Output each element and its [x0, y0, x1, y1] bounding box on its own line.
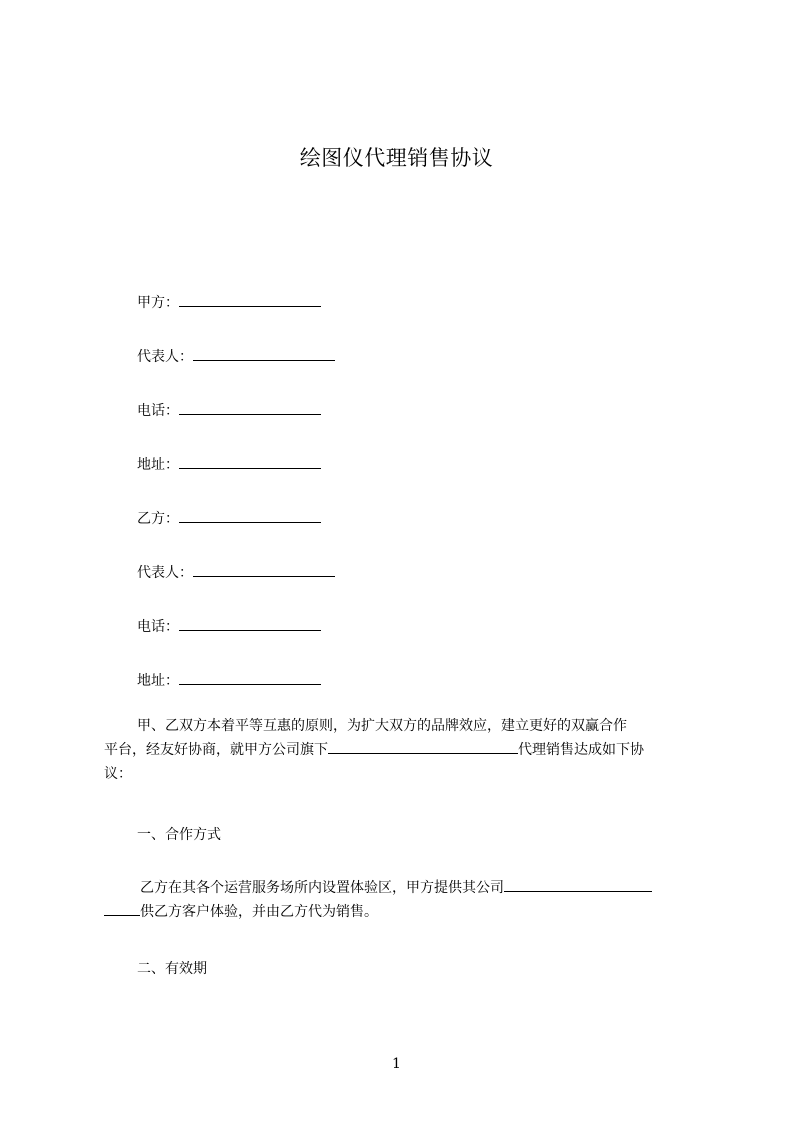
party-a-address-field	[137, 454, 321, 474]
party-b-field	[137, 508, 321, 528]
blank-line	[193, 562, 335, 577]
paragraph-text: 乙方在其各个运营服务场所内设置体验区，甲方提供其公司	[140, 880, 504, 896]
blank-line	[193, 346, 335, 361]
paragraph-line	[104, 714, 704, 738]
paragraph-line	[104, 762, 704, 786]
document-title: 绘图仪代理销售协议	[299, 146, 494, 170]
party-a-representative-field	[137, 346, 335, 366]
party-b-address-field	[137, 670, 321, 690]
blank-line	[179, 508, 321, 523]
product-blank-line	[104, 901, 140, 916]
blank-line	[179, 400, 321, 415]
blank-line	[179, 616, 321, 631]
field-label: 地址：	[137, 457, 179, 473]
paragraph-text: 平台，经友好协商，就甲方公司旗下	[104, 742, 328, 758]
paragraph-text: 供乙方客户体验，并由乙方代为销售。	[140, 904, 378, 920]
section-heading-validity: 二、有效期	[137, 961, 207, 977]
page-number: 1	[392, 1056, 401, 1072]
field-label: 甲方：	[137, 295, 179, 311]
paragraph-text: 代理销售达成如下协	[518, 742, 644, 758]
party-a-field	[137, 292, 321, 312]
product-blank-line	[504, 877, 652, 892]
paragraph-text: 甲、乙双方本着平等互惠的原则，为扩大双方的品牌效应，建立更好的双赢合作	[137, 718, 627, 734]
intro-paragraph	[104, 714, 704, 786]
field-label: 乙方：	[137, 511, 179, 527]
blank-line	[179, 670, 321, 685]
blank-line	[179, 454, 321, 469]
field-label: 电话：	[137, 403, 179, 419]
field-label: 代表人：	[137, 565, 193, 581]
paragraph-text: 议：	[104, 766, 132, 782]
blank-line	[179, 292, 321, 307]
cooperation-paragraph	[104, 876, 704, 924]
field-label: 地址：	[137, 673, 179, 689]
party-b-representative-field	[137, 562, 335, 582]
product-blank-line	[328, 739, 518, 754]
paragraph-line	[104, 900, 704, 924]
paragraph-line	[104, 738, 704, 762]
section-heading-cooperation: 一、合作方式	[137, 827, 221, 843]
party-b-phone-field	[137, 616, 321, 636]
field-label: 电话：	[137, 619, 179, 635]
field-label: 代表人：	[137, 349, 193, 365]
party-a-phone-field	[137, 400, 321, 420]
paragraph-line	[104, 876, 704, 900]
